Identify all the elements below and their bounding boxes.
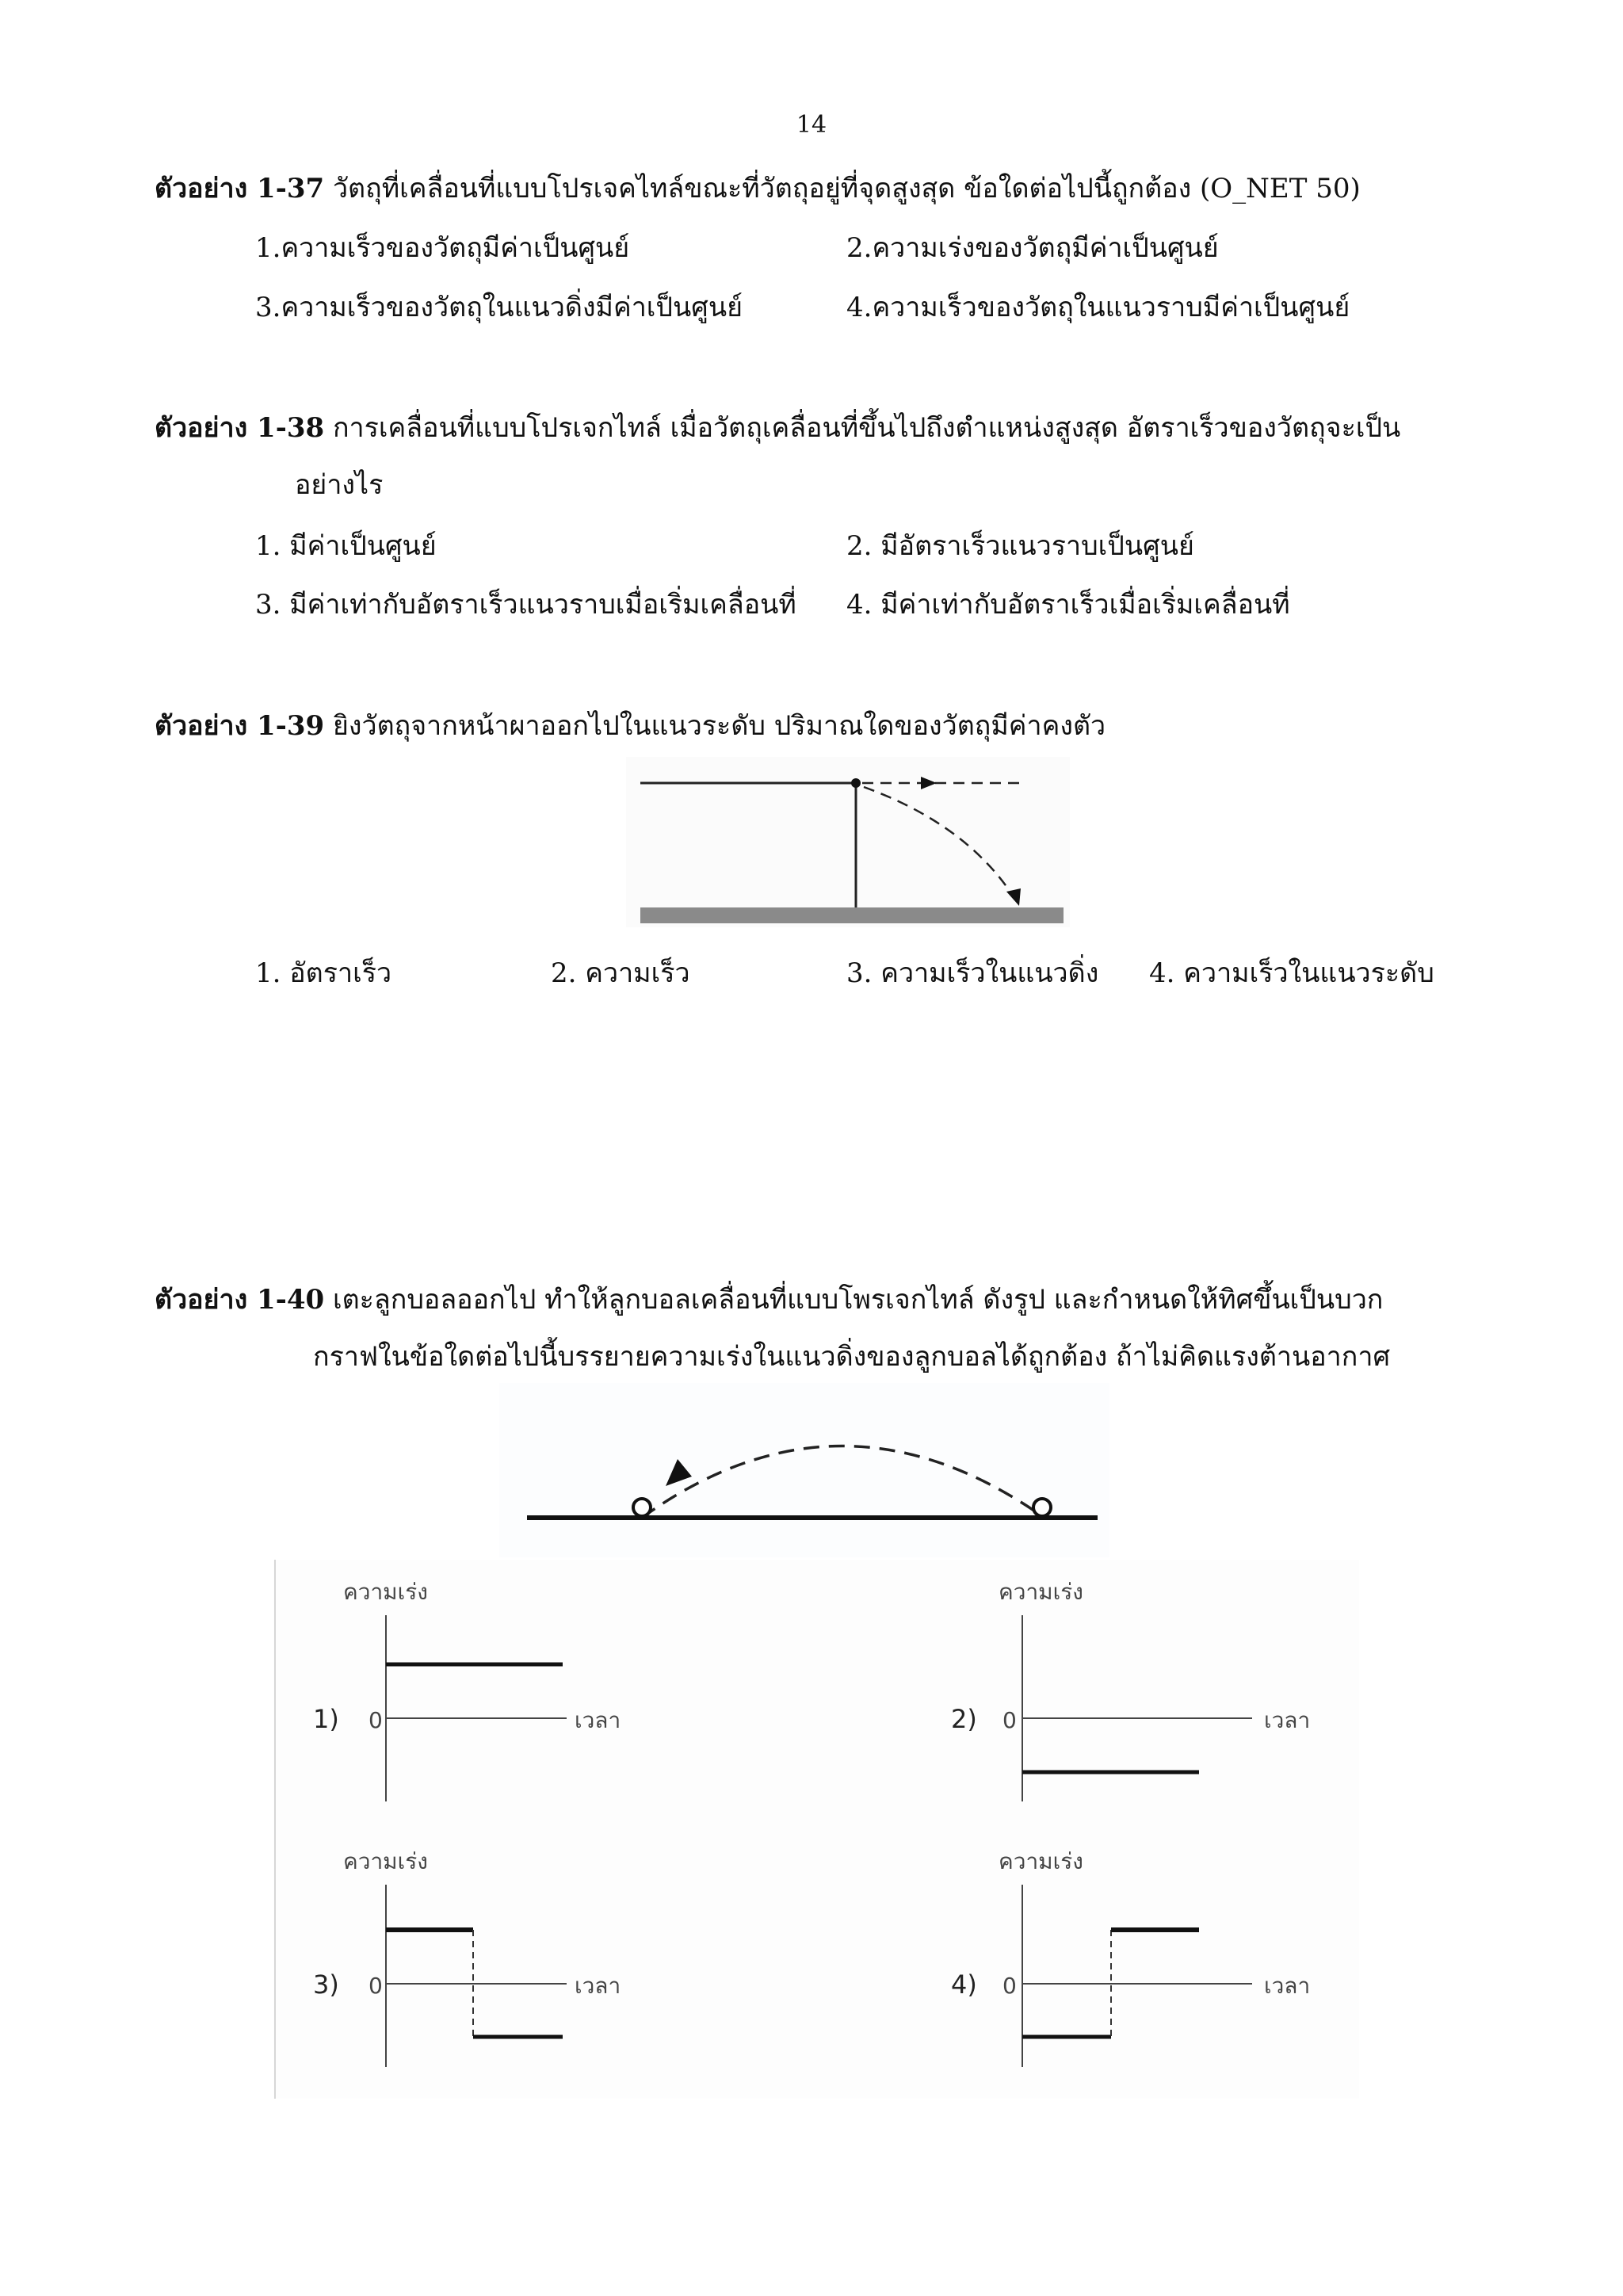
option-1: 1. มีค่าเป็นศูนย์ <box>255 530 437 562</box>
graph-ylabel: ความเร่ง <box>999 1579 1083 1605</box>
graph-ylabel: ความเร่ง <box>343 1579 428 1605</box>
option-3: 3. มีค่าเท่ากับอัตราเร็วแนวราบเมื่อเริ่มเคลื่อนที่ <box>255 589 796 621</box>
question-label: ตัวอย่าง 1-38 <box>155 412 325 444</box>
projectile-dot <box>851 778 861 788</box>
question-label: ตัวอย่าง 1-37 <box>155 173 325 204</box>
graph-zero: 0 <box>369 1707 383 1733</box>
question-1-37 <box>155 166 1361 211</box>
graph-ylabel: ความเร่ง <box>343 1848 428 1874</box>
option-3: 3.ความเร็วของวัตถุในแนวดิ่งมีค่าเป็นศูนย์ <box>255 292 743 323</box>
option-4: 4. ความเร็วในแนวระดับ <box>1149 957 1434 989</box>
question-label: ตัวอย่าง 1-39 <box>155 710 325 742</box>
graph-xlabel: เวลา <box>1264 1707 1311 1733</box>
graph-number: 1) <box>313 1704 339 1734</box>
question-text: วัตถุที่เคลื่อนที่แบบโปรเจคไทล์ขณะที่วัตถุอยู่ที่จุดสูงสุด ข้อใดต่อไปนี้ถูกต้อง (O_NET 50) <box>332 173 1361 204</box>
question-1-39 <box>155 704 1106 748</box>
cliff-projectile-diagram <box>626 757 1070 927</box>
option-4: 4.ความเร็วของวัตถุในแนวราบมีค่าเป็นศูนย์ <box>846 292 1350 323</box>
option-4: 4. มีค่าเท่ากับอัตราเร็วเมื่อเริ่มเคลื่อนที่ <box>846 589 1290 621</box>
question-text-cont: กราฟในข้อใดต่อไปนี้บรรยายความเร่งในแนวดิ่งของลูกบอลได้ถูกต้อง ถ้าไม่คิดแรงต้านอากาศ <box>313 1341 1391 1373</box>
acceleration-graphs <box>273 1560 1359 2099</box>
graph-zero: 0 <box>369 1973 383 1999</box>
graph-number: 3) <box>313 1969 339 2000</box>
question-label: ตัวอย่าง 1-40 <box>155 1284 325 1316</box>
option-1: 1. อัตราเร็ว <box>255 957 392 989</box>
question-text: เตะลูกบอลออกไป ทำให้ลูกบอลเคลื่อนที่แบบโพรเจกไทล์ ดังรูป และกำหนดให้ทิศขึ้นเป็นบวก <box>332 1284 1384 1316</box>
question-text: ยิงวัตถุจากหน้าผาออกไปในแนวระดับ ปริมาณใดของวัตถุมีค่าคงตัว <box>332 710 1106 742</box>
question-1-40 <box>155 1278 1383 1322</box>
page-number: 14 <box>796 111 827 139</box>
question-text: การเคลื่อนที่แบบโปรเจกไทล์ เมื่อวัตถุเคลื่อนที่ขึ้นไปถึงตำแหน่งสูงสุด อัตราเร็วของวัตถุจะเป็น <box>332 412 1401 444</box>
graph-xlabel: เวลา <box>1264 1973 1311 1999</box>
graph-number: 4) <box>951 1969 977 2000</box>
ground-bar <box>640 907 1064 923</box>
graph-number: 2) <box>951 1704 977 1734</box>
option-2: 2.ความเร่งของวัตถุมีค่าเป็นศูนย์ <box>846 232 1219 264</box>
option-2: 2. มีอัตราเร็วแนวราบเป็นศูนย์ <box>846 530 1194 562</box>
graph-xlabel: เวลา <box>575 1707 621 1733</box>
question-1-38 <box>155 406 1400 450</box>
graph-ylabel: ความเร่ง <box>999 1848 1083 1874</box>
ball-start-icon <box>633 1499 651 1516</box>
option-2: 2. ความเร็ว <box>551 957 690 989</box>
option-3: 3. ความเร็วในแนวดิ่ง <box>846 957 1099 989</box>
graph-xlabel: เวลา <box>575 1973 621 1999</box>
graph-zero: 0 <box>1002 1707 1017 1733</box>
ball-end-icon <box>1033 1499 1051 1516</box>
question-text-cont: อย่างไร <box>295 469 384 501</box>
ball-projectile-diagram <box>499 1383 1109 1557</box>
graph-zero: 0 <box>1002 1973 1017 1999</box>
option-1: 1.ความเร็วของวัตถุมีค่าเป็นศูนย์ <box>255 232 630 264</box>
